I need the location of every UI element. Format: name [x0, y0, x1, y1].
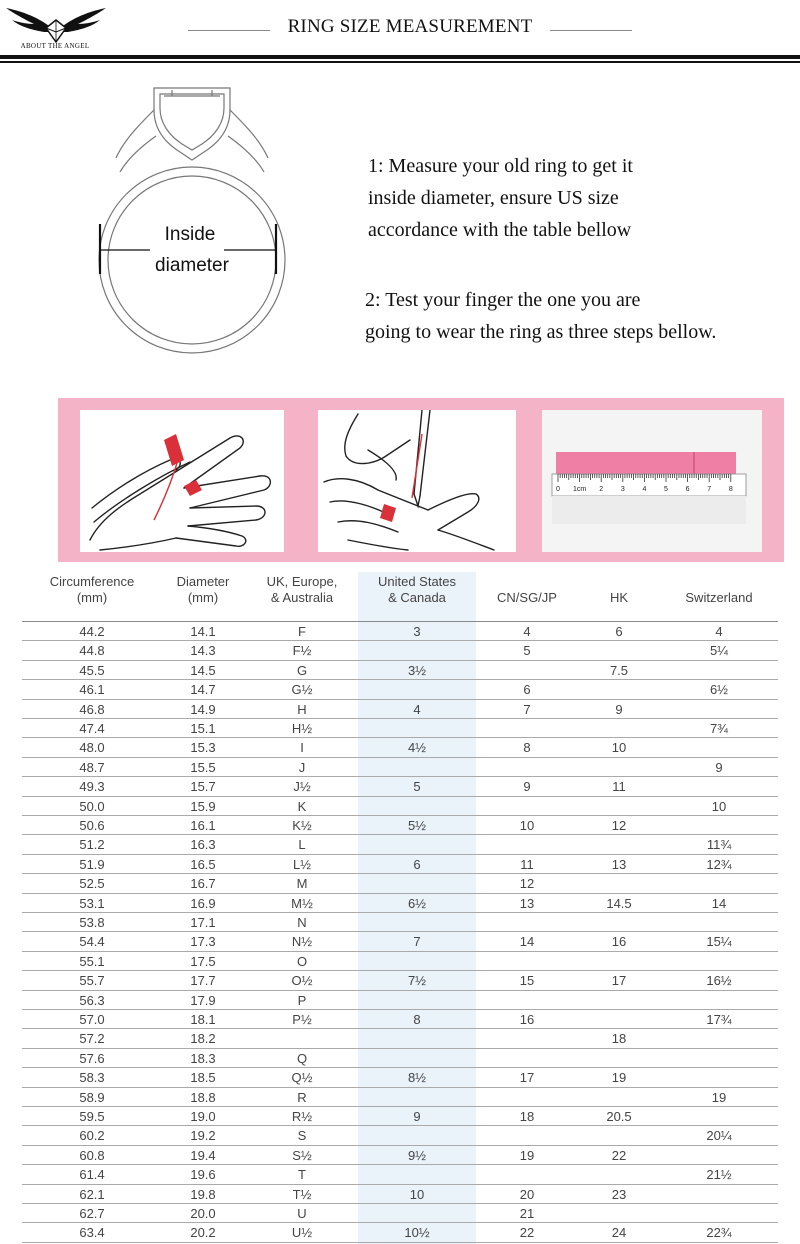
step1-line1: 1: Measure your old ring to get it: [368, 155, 633, 177]
step2-line1: 2: Test your finger the one you are: [365, 289, 641, 311]
table-cell: 14.5: [606, 895, 632, 911]
step-panel-ruler: [542, 410, 762, 552]
table-cell: 59.5: [79, 1109, 105, 1124]
header-divider-thin: [0, 61, 800, 63]
table-cell: F½: [292, 643, 312, 659]
table-cell: 11: [520, 856, 534, 872]
table-cell: [358, 1029, 476, 1048]
table-cell: [660, 816, 778, 835]
table-cell: 20.0: [190, 1206, 216, 1221]
table-cell: 19.6: [190, 1167, 216, 1183]
table-cell: 19.4: [190, 1147, 216, 1163]
table-cell: 62.1: [79, 1186, 105, 1202]
column-header-line: CN/SG/JP: [497, 590, 557, 605]
instruction-step-1: [368, 150, 633, 246]
table-cell: 10: [711, 798, 727, 814]
table-cell: L: [298, 837, 306, 853]
ruler-tick-label: 4: [642, 486, 647, 493]
table-cell: 6½: [709, 682, 729, 698]
inside-label: Inside: [164, 224, 216, 245]
column-header: [246, 574, 358, 622]
table-cell: [358, 1088, 476, 1107]
table-cell: 3: [413, 624, 421, 639]
column-header-line: United States: [377, 574, 457, 589]
ruler-tick-label: 7: [707, 486, 712, 493]
table-cell: 51.2: [79, 837, 105, 853]
table-cell: 16.5: [190, 856, 216, 872]
table-cell: [476, 1029, 578, 1048]
table-cell: 9: [715, 759, 723, 775]
column-header: [24, 574, 160, 622]
ruler-tick-label: 1cm: [572, 486, 587, 493]
table-cell: [660, 661, 778, 680]
table-cell: 50.6: [79, 818, 105, 833]
table-cell: 46.8: [79, 701, 105, 717]
table-cell: [358, 680, 476, 699]
table-cell: [578, 991, 660, 1010]
table-cell: 57.0: [79, 1012, 105, 1027]
table-cell: [578, 1204, 660, 1223]
table-cell: 15.5: [190, 759, 216, 775]
table-cell: U½: [291, 1225, 313, 1241]
table-cell: S½: [292, 1147, 312, 1163]
table-cell: 16: [519, 1012, 535, 1027]
table-cell: 61.4: [79, 1167, 105, 1183]
table-cell: 57.6: [79, 1050, 105, 1066]
table-cell: 16.3: [190, 837, 216, 853]
table-cell: [660, 738, 778, 757]
table-cell: 58.9: [79, 1089, 105, 1105]
table-cell: [358, 835, 476, 854]
table-cell: 55.1: [79, 953, 105, 969]
table-cell: [358, 991, 476, 1010]
table-cell: 21: [519, 1206, 535, 1221]
table-cell: 17.3: [190, 934, 216, 950]
table-cell: 17¾: [706, 1012, 732, 1027]
table-cell: [660, 700, 778, 719]
table-cell: J: [298, 759, 306, 775]
table-cell: 4: [413, 701, 421, 717]
table-cell: 5¼: [709, 643, 729, 659]
table-cell: 4: [523, 624, 531, 639]
table-cell: [660, 913, 778, 932]
table-cell: [578, 758, 660, 777]
table-cell: 46.1: [79, 682, 105, 698]
table-cell: [578, 797, 660, 816]
table-cell: 24: [611, 1225, 627, 1241]
table-cell: O: [296, 953, 308, 969]
table-cell: S: [297, 1128, 307, 1144]
table-cell: 22¾: [706, 1225, 732, 1241]
table-cell: 48.7: [79, 759, 105, 775]
brand-name: ABOUT THE ANGEL: [20, 42, 90, 50]
table-cell: 22: [519, 1225, 535, 1241]
table-cell: 58.3: [79, 1070, 105, 1086]
table-cell: Q½: [291, 1070, 313, 1086]
table-cell: 7½: [407, 973, 427, 989]
table-cell: 44.8: [79, 643, 105, 659]
table-cell: [358, 874, 476, 893]
ruler-tick-label: 2: [599, 486, 604, 493]
table-cell: [660, 952, 778, 971]
table-cell: 6: [523, 682, 531, 698]
table-cell: [578, 641, 660, 660]
table-cell: R: [297, 1089, 307, 1105]
table-cell: [578, 1165, 660, 1184]
table-cell: 19: [611, 1070, 627, 1086]
table-cell: 18: [611, 1031, 627, 1047]
table-cell: 9: [413, 1109, 421, 1124]
table-cell: [578, 913, 660, 932]
table-cell: M: [296, 876, 308, 892]
table-cell: [358, 1126, 476, 1145]
ruler-tick-label: 8: [728, 486, 733, 493]
table-cell: 20.5: [606, 1109, 632, 1124]
table-cell: Q: [296, 1050, 308, 1066]
table-cell: L½: [292, 856, 312, 872]
step2-line2: going to wear the ring as three steps bellow.: [365, 321, 717, 343]
table-cell: 51.9: [79, 856, 105, 872]
table-cell: [578, 835, 660, 854]
table-cell: 49.3: [79, 779, 105, 795]
table-cell: 5: [413, 779, 421, 795]
table-cell: 19.8: [190, 1186, 216, 1202]
table-cell: [660, 1107, 778, 1126]
table-cell: 50.0: [79, 798, 105, 814]
table-cell: 13: [611, 856, 627, 872]
table-cell: 18.3: [190, 1050, 216, 1066]
table-cell: P: [297, 992, 307, 1008]
table-cell: [358, 1165, 476, 1184]
table-cell: 53.1: [79, 895, 105, 911]
table-cell: 18.1: [190, 1012, 216, 1027]
table-cell: [578, 1088, 660, 1107]
table-cell: [476, 1126, 578, 1145]
table-cell: 6: [615, 624, 623, 639]
row-divider: [22, 1242, 778, 1243]
table-cell: 4: [715, 624, 723, 639]
table-cell: 54.4: [79, 934, 105, 950]
table-cell: 15: [519, 973, 535, 989]
table-cell: 56.3: [79, 992, 105, 1008]
table-cell: 17.1: [190, 915, 216, 930]
table-cell: 14.7: [190, 682, 216, 698]
column-header-line: (mm): [76, 590, 108, 605]
table-cell: 12: [519, 876, 535, 892]
table-cell: 57.2: [79, 1031, 105, 1047]
table-cell: 17: [519, 1070, 535, 1086]
table-cell: [476, 913, 578, 932]
table-cell: 23: [611, 1186, 627, 1202]
table-cell: 8½: [407, 1070, 427, 1086]
table-cell: 53.8: [79, 915, 105, 930]
table-cell: [660, 1185, 778, 1204]
table-cell: [358, 758, 476, 777]
table-cell: 15¼: [706, 934, 732, 950]
table-cell: M½: [291, 895, 313, 911]
table-cell: 6: [413, 856, 421, 872]
table-cell: 62.7: [79, 1206, 105, 1221]
table-cell: F: [298, 624, 306, 639]
table-cell: [578, 719, 660, 738]
table-cell: [660, 1146, 778, 1165]
table-cell: 8: [523, 740, 531, 756]
table-cell: 15.1: [190, 721, 216, 736]
table-cell: 20¼: [706, 1128, 732, 1144]
ruler-tick-label: 5: [664, 486, 668, 493]
table-cell: 19.0: [190, 1109, 216, 1124]
ruler-illustration: [542, 410, 762, 552]
title-rule-left: [188, 30, 270, 31]
table-cell: 63.4: [79, 1225, 105, 1241]
table-cell: 60.8: [79, 1147, 105, 1163]
table-cell: H: [297, 701, 307, 717]
table-cell: [476, 797, 578, 816]
table-cell: 10: [409, 1186, 425, 1202]
table-cell: G½: [291, 682, 313, 698]
table-cell: [358, 913, 476, 932]
table-cell: P½: [292, 1012, 312, 1027]
table-cell: 11: [612, 779, 626, 795]
table-cell: 12¾: [706, 856, 732, 872]
table-cell: [476, 719, 578, 738]
table-cell: [476, 1165, 578, 1184]
table-cell: [476, 835, 578, 854]
table-cell: 20.2: [190, 1225, 216, 1241]
table-cell: 11¾: [706, 837, 732, 853]
table-cell: 15.7: [190, 779, 216, 795]
column-header-line: UK, Europe,: [266, 574, 338, 589]
table-cell: [660, 1204, 778, 1223]
table-cell: 16.7: [190, 876, 216, 892]
table-cell: K½: [292, 818, 312, 833]
table-cell: 16: [611, 934, 627, 950]
table-cell: T: [298, 1167, 306, 1183]
table-cell: 6½: [407, 895, 427, 911]
hand-mark-illustration: [318, 410, 516, 552]
table-cell: 15.3: [190, 740, 216, 756]
table-cell: N: [297, 915, 307, 930]
step-panel-wrap-finger: [80, 410, 284, 552]
table-cell: 14.1: [190, 624, 216, 639]
table-cell: [660, 777, 778, 796]
table-cell: 17.5: [190, 953, 216, 969]
table-cell: O½: [291, 973, 313, 989]
table-cell: K: [297, 798, 307, 814]
table-cell: 18.2: [190, 1031, 216, 1047]
table-cell: [660, 991, 778, 1010]
table-cell: 55.7: [79, 973, 105, 989]
table-cell: [476, 758, 578, 777]
table-cell: 18: [519, 1109, 535, 1124]
table-cell: 9½: [407, 1147, 427, 1163]
table-cell: 8: [413, 1012, 421, 1027]
table-cell: 3½: [407, 662, 427, 678]
column-header-line: Switzerland: [685, 590, 753, 605]
table-cell: 14: [711, 895, 727, 911]
table-cell: 17: [611, 973, 627, 989]
table-cell: 4½: [407, 740, 427, 756]
table-cell: 15.9: [190, 798, 216, 814]
ruler-tick-label: 6: [685, 486, 690, 493]
table-cell: 16½: [706, 973, 732, 989]
table-cell: N½: [291, 934, 313, 950]
instruction-step-2: [365, 284, 716, 348]
table-cell: 14.9: [190, 701, 216, 717]
table-cell: 5½: [407, 818, 427, 833]
diameter-label: diameter: [155, 255, 229, 276]
table-cell: [476, 991, 578, 1010]
table-cell: 10½: [404, 1225, 430, 1241]
table-cell: 14: [519, 934, 535, 950]
table-cell: 14.3: [190, 643, 216, 659]
table-cell: 18.8: [190, 1089, 216, 1105]
table-cell: [246, 1029, 358, 1048]
column-header-line: Circumference: [49, 574, 135, 589]
table-cell: 48.0: [79, 740, 105, 756]
table-cell: 7.5: [609, 662, 629, 678]
table-cell: 22: [611, 1147, 627, 1163]
page-header: [0, 0, 800, 66]
table-cell: J½: [293, 779, 311, 795]
table-cell: [578, 874, 660, 893]
table-cell: 17.9: [190, 992, 216, 1008]
table-cell: 60.2: [79, 1128, 105, 1144]
table-cell: 7: [523, 701, 531, 717]
ring-diagram: [94, 80, 290, 362]
table-cell: [358, 1049, 476, 1068]
table-cell: [660, 874, 778, 893]
table-cell: 9: [615, 701, 623, 717]
table-cell: H½: [291, 721, 313, 736]
table-cell: R½: [291, 1109, 313, 1124]
table-cell: [476, 1049, 578, 1068]
table-cell: [660, 1029, 778, 1048]
title-rule-right: [550, 30, 632, 31]
table-cell: I: [300, 740, 304, 756]
table-cell: 17.7: [190, 973, 216, 989]
column-header-line: & Australia: [270, 590, 334, 605]
table-cell: 19: [519, 1147, 535, 1163]
table-cell: G: [296, 662, 308, 678]
table-cell: [660, 1049, 778, 1068]
table-cell: 10: [611, 740, 627, 756]
table-cell: 16.9: [190, 895, 216, 911]
table-cell: T½: [292, 1186, 312, 1202]
column-header-line: & Canada: [388, 590, 446, 605]
table-cell: [578, 1126, 660, 1145]
step1-line3: accordance with the table bellow: [368, 219, 632, 241]
column-header: [160, 574, 246, 622]
table-cell: 47.4: [79, 721, 105, 736]
column-header-line: HK: [609, 590, 629, 605]
column-header: [358, 574, 476, 622]
table-cell: [476, 661, 578, 680]
table-cell: 52.5: [79, 876, 105, 892]
table-cell: [578, 1010, 660, 1029]
table-cell: 7: [413, 934, 421, 950]
column-header-line: Diameter: [176, 574, 230, 589]
ruler-tick-label: 0: [556, 486, 560, 493]
table-cell: 19.2: [190, 1128, 216, 1144]
table-cell: [358, 719, 476, 738]
table-cell: [578, 1049, 660, 1068]
table-cell: 16.1: [190, 818, 216, 833]
table-cell: [358, 1204, 476, 1223]
table-cell: 5: [523, 643, 531, 659]
table-cell: 44.2: [79, 624, 105, 639]
table-cell: 13: [519, 895, 535, 911]
header-divider-thick: [0, 55, 800, 59]
table-cell: 45.5: [79, 662, 105, 678]
table-cell: [358, 952, 476, 971]
table-cell: [660, 1068, 778, 1087]
table-cell: [476, 1088, 578, 1107]
table-cell: [476, 952, 578, 971]
table-cell: [358, 641, 476, 660]
step-panel-mark-paper: [318, 410, 516, 552]
table-cell: 19: [711, 1089, 727, 1105]
step1-line2: inside diameter, ensure US size: [368, 187, 619, 209]
table-cell: [578, 952, 660, 971]
column-header-line: (mm): [187, 590, 219, 605]
table-cell: 12: [611, 818, 627, 833]
table-cell: 7¾: [709, 721, 729, 736]
table-cell: U: [297, 1206, 307, 1221]
hand-wrap-illustration: [80, 410, 284, 552]
table-cell: 21½: [706, 1167, 732, 1183]
table-cell: [358, 797, 476, 816]
table-cell: [578, 680, 660, 699]
table-cell: 10: [519, 818, 535, 833]
table-cell: 18.5: [190, 1070, 216, 1086]
table-cell: 14.5: [190, 662, 216, 678]
table-cell: 9: [523, 779, 531, 795]
page-title: RING SIZE MEASUREMENT: [287, 16, 533, 37]
ruler-tick-label: 3: [620, 486, 625, 493]
table-cell: 20: [519, 1186, 535, 1202]
